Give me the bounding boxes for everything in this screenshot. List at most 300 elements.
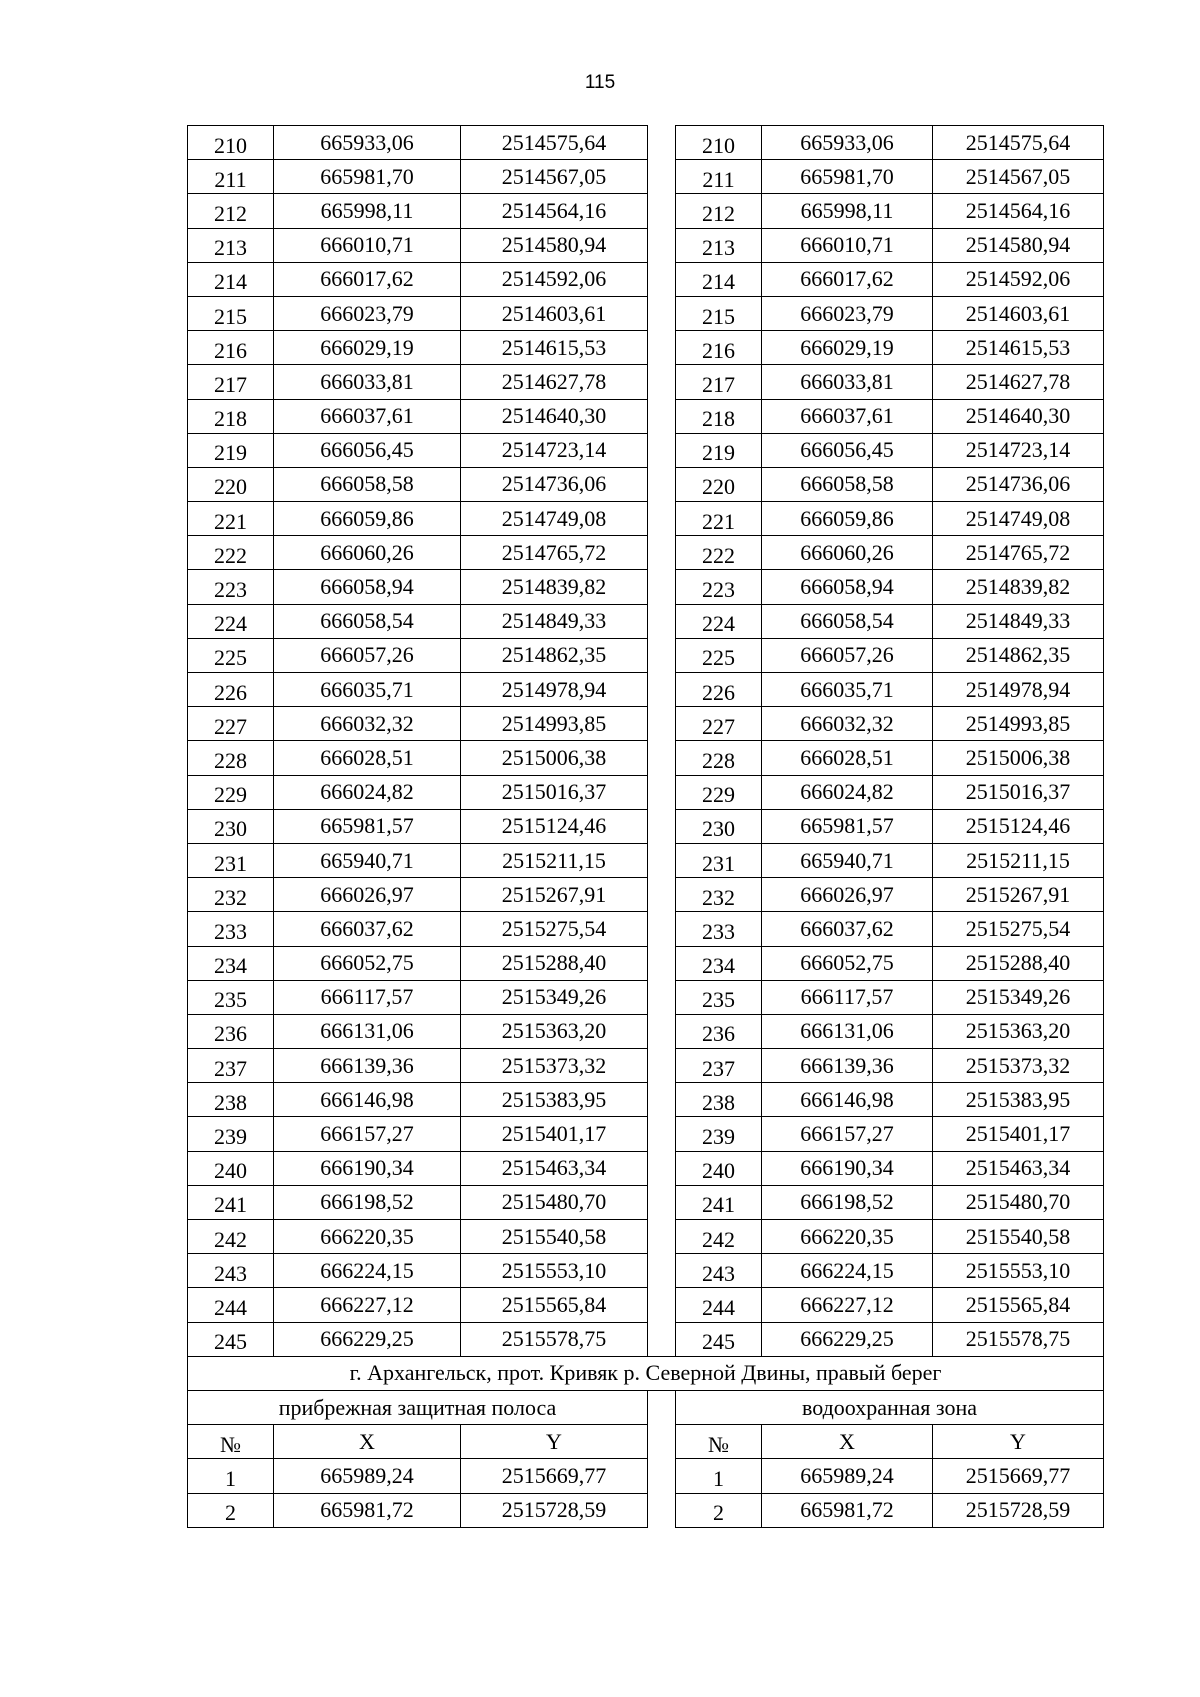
right-x-value: 666037,61 (762, 399, 933, 433)
right-point-number: 221 (676, 502, 762, 536)
column-gap (648, 296, 676, 330)
table-row (188, 1049, 1104, 1083)
left-point-number: 226 (188, 673, 274, 707)
table-row (188, 331, 1104, 365)
right-point-number: 214 (676, 262, 762, 296)
right-x-value: 666117,57 (762, 980, 933, 1014)
column-gap (648, 809, 676, 843)
column-gap (648, 946, 676, 980)
left-y-value: 2515565,84 (461, 1288, 648, 1322)
left-x-value: 666058,94 (274, 570, 461, 604)
right-x-value: 665981,70 (762, 160, 933, 194)
right-point-number: 241 (676, 1185, 762, 1219)
left-x-value: 666023,79 (274, 296, 461, 330)
column-gap (648, 365, 676, 399)
left-point-number: 241 (188, 1185, 274, 1219)
left-x-value: 666146,98 (274, 1083, 461, 1117)
table-row (188, 1220, 1104, 1254)
left-y-value: 2515288,40 (461, 946, 648, 980)
right-point-number: 217 (676, 365, 762, 399)
left-point-number: 223 (188, 570, 274, 604)
column-gap (648, 843, 676, 877)
left-x-value: 665940,71 (274, 843, 461, 877)
right-x-value: 666227,12 (762, 1288, 933, 1322)
left-point-number: 242 (188, 1220, 274, 1254)
column-gap (648, 1425, 676, 1459)
left-x-value: 666028,51 (274, 741, 461, 775)
left-point-number: 243 (188, 1254, 274, 1288)
right-x-value: 666033,81 (762, 365, 933, 399)
right-point-number: 236 (676, 1014, 762, 1048)
left-x-value: 666220,35 (274, 1220, 461, 1254)
right-x-value: 666157,27 (762, 1117, 933, 1151)
section-rows (188, 1459, 1104, 1527)
right-y-value: 2515728,59 (933, 1493, 1104, 1527)
left-point-number: 215 (188, 296, 274, 330)
right-y-value: 2514765,72 (933, 536, 1104, 570)
left-x-value: 666017,62 (274, 262, 461, 296)
right-x-value: 666017,62 (762, 262, 933, 296)
table-row (188, 262, 1104, 296)
left-y-value: 2515383,95 (461, 1083, 648, 1117)
table-row (188, 946, 1104, 980)
column-gap (648, 1220, 676, 1254)
table-row (188, 399, 1104, 433)
left-x-value: 665981,70 (274, 160, 461, 194)
left-y-value: 2515363,20 (461, 1014, 648, 1048)
table-row (188, 673, 1104, 707)
right-y-value: 2515480,70 (933, 1185, 1104, 1219)
left-point-number: 218 (188, 399, 274, 433)
right-x-value: 666035,71 (762, 673, 933, 707)
right-y-value: 2515540,58 (933, 1220, 1104, 1254)
right-y-value: 2514615,53 (933, 331, 1104, 365)
right-x-value: 666229,25 (762, 1322, 933, 1356)
right-x-value: 666023,79 (762, 296, 933, 330)
left-zone-header: прибрежная защитная полоса (188, 1390, 648, 1424)
table-row (188, 1493, 1104, 1527)
right-y-value: 2515463,34 (933, 1151, 1104, 1185)
left-x-value: 666010,71 (274, 228, 461, 262)
right-point-number: 232 (676, 878, 762, 912)
right-x-value: 666026,97 (762, 878, 933, 912)
column-gap (648, 194, 676, 228)
column-gap (648, 1459, 676, 1493)
right-point-number: 245 (676, 1322, 762, 1356)
right-x-value: 665981,72 (762, 1493, 933, 1527)
left-y-value: 2514567,05 (461, 160, 648, 194)
column-gap (648, 126, 676, 160)
right-y-value: 2514862,35 (933, 638, 1104, 672)
table-row (188, 570, 1104, 604)
left-point-number: 228 (188, 741, 274, 775)
right-y-value: 2515578,75 (933, 1322, 1104, 1356)
left-x-value: 666117,57 (274, 980, 461, 1014)
right-x-value: 666190,34 (762, 1151, 933, 1185)
left-point-number: 225 (188, 638, 274, 672)
right-x-value: 666059,86 (762, 502, 933, 536)
right-point-number: 244 (676, 1288, 762, 1322)
right-point-number: 218 (676, 399, 762, 433)
left-y-value: 2514580,94 (461, 228, 648, 262)
right-y-value: 2515288,40 (933, 946, 1104, 980)
left-y-value: 2515275,54 (461, 912, 648, 946)
left-point-number: 237 (188, 1049, 274, 1083)
left-y-value: 2514615,53 (461, 331, 648, 365)
left-y-value: 2514592,06 (461, 262, 648, 296)
right-point-number: 233 (676, 912, 762, 946)
column-gap (648, 1322, 676, 1356)
right-point-number: 219 (676, 433, 762, 467)
right-y-value: 2514993,85 (933, 707, 1104, 741)
right-point-number: 215 (676, 296, 762, 330)
left-x-value: 666052,75 (274, 946, 461, 980)
column-gap (648, 707, 676, 741)
left-point-number: 219 (188, 433, 274, 467)
left-x-value: 666060,26 (274, 536, 461, 570)
right-x-value: 666060,26 (762, 536, 933, 570)
right-x-value: 666029,19 (762, 331, 933, 365)
left-x-value: 666056,45 (274, 433, 461, 467)
left-x-value: 666059,86 (274, 502, 461, 536)
right-x-value: 666224,15 (762, 1254, 933, 1288)
left-y-value: 2514765,72 (461, 536, 648, 570)
table-row (188, 638, 1104, 672)
right-point-number: 225 (676, 638, 762, 672)
right-y-value: 2514723,14 (933, 433, 1104, 467)
right-point-number: 220 (676, 467, 762, 501)
left-y-value: 2515349,26 (461, 980, 648, 1014)
left-x-value: 666227,12 (274, 1288, 461, 1322)
left-x-value: 665989,24 (274, 1459, 461, 1493)
right-point-number: 229 (676, 775, 762, 809)
left-point-number: 230 (188, 809, 274, 843)
right-y-value: 2515553,10 (933, 1254, 1104, 1288)
right-x-value: 666057,26 (762, 638, 933, 672)
left-point-number: 221 (188, 502, 274, 536)
column-gap (648, 912, 676, 946)
table-row (188, 912, 1104, 946)
left-x-value: 666058,58 (274, 467, 461, 501)
right-x-value: 666139,36 (762, 1049, 933, 1083)
right-x-value: 665940,71 (762, 843, 933, 877)
left-y-value: 2515401,17 (461, 1117, 648, 1151)
right-col-x: X (762, 1425, 933, 1459)
left-point-number: 236 (188, 1014, 274, 1048)
column-gap (648, 536, 676, 570)
right-y-value: 2515006,38 (933, 741, 1104, 775)
right-y-value: 2514567,05 (933, 160, 1104, 194)
column-gap (648, 878, 676, 912)
right-point-number: 230 (676, 809, 762, 843)
left-col-no: № (188, 1425, 274, 1459)
left-y-value: 2514736,06 (461, 467, 648, 501)
right-x-value: 665989,24 (762, 1459, 933, 1493)
left-point-number: 220 (188, 467, 274, 501)
table-row (188, 878, 1104, 912)
right-y-value: 2515363,20 (933, 1014, 1104, 1048)
left-point-number: 211 (188, 160, 274, 194)
table-row (188, 707, 1104, 741)
column-gap (648, 1288, 676, 1322)
table-row (188, 433, 1104, 467)
left-x-value: 666190,34 (274, 1151, 461, 1185)
left-x-value: 666029,19 (274, 331, 461, 365)
column-gap (648, 331, 676, 365)
right-point-number: 211 (676, 160, 762, 194)
left-y-value: 2514978,94 (461, 673, 648, 707)
right-y-value: 2514592,06 (933, 262, 1104, 296)
column-gap (648, 673, 676, 707)
left-point-number: 233 (188, 912, 274, 946)
left-x-value: 666139,36 (274, 1049, 461, 1083)
right-x-value: 666058,94 (762, 570, 933, 604)
right-y-value: 2514978,94 (933, 673, 1104, 707)
left-x-value: 665981,72 (274, 1493, 461, 1527)
column-gap (648, 399, 676, 433)
right-y-value: 2515401,17 (933, 1117, 1104, 1151)
left-point-number: 240 (188, 1151, 274, 1185)
left-point-number: 244 (188, 1288, 274, 1322)
right-x-value: 666058,54 (762, 604, 933, 638)
left-point-number: 1 (188, 1459, 274, 1493)
right-x-value: 666010,71 (762, 228, 933, 262)
right-point-number: 242 (676, 1220, 762, 1254)
right-x-value: 666198,52 (762, 1185, 933, 1219)
left-point-number: 229 (188, 775, 274, 809)
right-point-number: 212 (676, 194, 762, 228)
left-col-y: Y (461, 1425, 648, 1459)
column-gap (648, 604, 676, 638)
right-x-value: 665981,57 (762, 809, 933, 843)
table-row (188, 228, 1104, 262)
left-point-number: 2 (188, 1493, 274, 1527)
right-y-value: 2514736,06 (933, 467, 1104, 501)
table-row (188, 502, 1104, 536)
right-x-value: 666146,98 (762, 1083, 933, 1117)
left-x-value: 666037,62 (274, 912, 461, 946)
column-gap (648, 980, 676, 1014)
right-point-number: 239 (676, 1117, 762, 1151)
left-point-number: 217 (188, 365, 274, 399)
column-gap (648, 1083, 676, 1117)
table-row (188, 1254, 1104, 1288)
table-row (188, 1117, 1104, 1151)
left-point-number: 232 (188, 878, 274, 912)
table-row (188, 1288, 1104, 1322)
right-point-number: 235 (676, 980, 762, 1014)
right-point-number: 228 (676, 741, 762, 775)
left-y-value: 2514749,08 (461, 502, 648, 536)
table-row (188, 194, 1104, 228)
left-y-value: 2515540,58 (461, 1220, 648, 1254)
right-y-value: 2515211,15 (933, 843, 1104, 877)
left-x-value: 666157,27 (274, 1117, 461, 1151)
left-x-value: 666033,81 (274, 365, 461, 399)
right-x-value: 666037,62 (762, 912, 933, 946)
right-point-number: 227 (676, 707, 762, 741)
right-y-value: 2515373,32 (933, 1049, 1104, 1083)
right-point-number: 224 (676, 604, 762, 638)
column-gap (648, 741, 676, 775)
table-row (188, 1459, 1104, 1493)
right-x-value: 666056,45 (762, 433, 933, 467)
table-row (188, 1322, 1104, 1356)
table-row (188, 1151, 1104, 1185)
right-y-value: 2515349,26 (933, 980, 1104, 1014)
left-x-value: 666229,25 (274, 1322, 461, 1356)
left-x-value: 666037,61 (274, 399, 461, 433)
table-row (188, 1014, 1104, 1048)
right-x-value: 666032,32 (762, 707, 933, 741)
left-y-value: 2514993,85 (461, 707, 648, 741)
column-gap (648, 502, 676, 536)
section-title: г. Архангельск, прот. Кривяк р. Северной Двины, правый берег (188, 1356, 1104, 1390)
left-y-value: 2515728,59 (461, 1493, 648, 1527)
left-point-number: 216 (188, 331, 274, 365)
left-x-value: 666057,26 (274, 638, 461, 672)
column-gap (648, 775, 676, 809)
left-x-value: 665933,06 (274, 126, 461, 160)
right-point-number: 243 (676, 1254, 762, 1288)
column-gap (648, 1049, 676, 1083)
table-row (188, 365, 1104, 399)
column-gap (648, 1390, 676, 1424)
coordinates-body (188, 126, 1104, 1357)
right-y-value: 2514580,94 (933, 228, 1104, 262)
left-point-number: 227 (188, 707, 274, 741)
column-gap (648, 1254, 676, 1288)
column-gap (648, 160, 676, 194)
right-y-value: 2514603,61 (933, 296, 1104, 330)
left-point-number: 234 (188, 946, 274, 980)
right-x-value: 666052,75 (762, 946, 933, 980)
right-col-no: № (676, 1425, 762, 1459)
left-y-value: 2514862,35 (461, 638, 648, 672)
right-y-value: 2515565,84 (933, 1288, 1104, 1322)
left-x-value: 666024,82 (274, 775, 461, 809)
left-point-number: 222 (188, 536, 274, 570)
left-y-value: 2515553,10 (461, 1254, 648, 1288)
table-row (188, 467, 1104, 501)
right-point-number: 231 (676, 843, 762, 877)
right-y-value: 2515016,37 (933, 775, 1104, 809)
page-number: 115 (584, 72, 616, 93)
left-y-value: 2514849,33 (461, 604, 648, 638)
right-point-number: 240 (676, 1151, 762, 1185)
column-gap (648, 1151, 676, 1185)
zone-header-row (188, 1390, 1104, 1424)
left-y-value: 2514839,82 (461, 570, 648, 604)
table-row (188, 160, 1104, 194)
table-row (188, 604, 1104, 638)
left-x-value: 666058,54 (274, 604, 461, 638)
right-y-value: 2515669,77 (933, 1459, 1104, 1493)
left-y-value: 2514723,14 (461, 433, 648, 467)
left-point-number: 231 (188, 843, 274, 877)
column-gap (648, 228, 676, 262)
column-gap (648, 1185, 676, 1219)
table-row (188, 296, 1104, 330)
right-point-number: 226 (676, 673, 762, 707)
right-y-value: 2514749,08 (933, 502, 1104, 536)
left-y-value: 2514627,78 (461, 365, 648, 399)
right-point-number: 1 (676, 1459, 762, 1493)
right-point-number: 213 (676, 228, 762, 262)
right-point-number: 238 (676, 1083, 762, 1117)
left-point-number: 212 (188, 194, 274, 228)
right-x-value: 666058,58 (762, 467, 933, 501)
column-gap (648, 570, 676, 604)
left-x-value: 666131,06 (274, 1014, 461, 1048)
column-gap (648, 1117, 676, 1151)
table-row (188, 126, 1104, 160)
left-y-value: 2515211,15 (461, 843, 648, 877)
table-row (188, 1083, 1104, 1117)
right-col-y: Y (933, 1425, 1104, 1459)
table-row (188, 843, 1104, 877)
left-y-value: 2515373,32 (461, 1049, 648, 1083)
right-y-value: 2514839,82 (933, 570, 1104, 604)
table-row (188, 536, 1104, 570)
left-point-number: 235 (188, 980, 274, 1014)
left-point-number: 210 (188, 126, 274, 160)
column-header-row (188, 1425, 1104, 1459)
right-x-value: 666131,06 (762, 1014, 933, 1048)
table-row (188, 741, 1104, 775)
left-x-value: 666026,97 (274, 878, 461, 912)
right-point-number: 234 (676, 946, 762, 980)
left-y-value: 2515016,37 (461, 775, 648, 809)
right-point-number: 222 (676, 536, 762, 570)
left-y-value: 2515578,75 (461, 1322, 648, 1356)
left-x-value: 665981,57 (274, 809, 461, 843)
column-gap (648, 467, 676, 501)
left-y-value: 2514603,61 (461, 296, 648, 330)
left-x-value: 666032,32 (274, 707, 461, 741)
left-x-value: 665998,11 (274, 194, 461, 228)
right-x-value: 666028,51 (762, 741, 933, 775)
left-y-value: 2514640,30 (461, 399, 648, 433)
left-col-x: X (274, 1425, 461, 1459)
left-point-number: 214 (188, 262, 274, 296)
right-y-value: 2515267,91 (933, 878, 1104, 912)
right-zone-header: водоохранная зона (676, 1390, 1104, 1424)
column-gap (648, 262, 676, 296)
right-y-value: 2514640,30 (933, 399, 1104, 433)
left-point-number: 224 (188, 604, 274, 638)
left-x-value: 666224,15 (274, 1254, 461, 1288)
left-y-value: 2514564,16 (461, 194, 648, 228)
left-y-value: 2515463,34 (461, 1151, 648, 1185)
table-row (188, 809, 1104, 843)
table-row (188, 980, 1104, 1014)
right-point-number: 216 (676, 331, 762, 365)
right-x-value: 666024,82 (762, 775, 933, 809)
right-y-value: 2515383,95 (933, 1083, 1104, 1117)
left-point-number: 245 (188, 1322, 274, 1356)
left-point-number: 213 (188, 228, 274, 262)
section-title-row (188, 1356, 1104, 1390)
left-y-value: 2515669,77 (461, 1459, 648, 1493)
column-gap (648, 433, 676, 467)
right-point-number: 210 (676, 126, 762, 160)
right-y-value: 2514849,33 (933, 604, 1104, 638)
right-y-value: 2514627,78 (933, 365, 1104, 399)
left-point-number: 238 (188, 1083, 274, 1117)
left-y-value: 2515006,38 (461, 741, 648, 775)
right-point-number: 2 (676, 1493, 762, 1527)
